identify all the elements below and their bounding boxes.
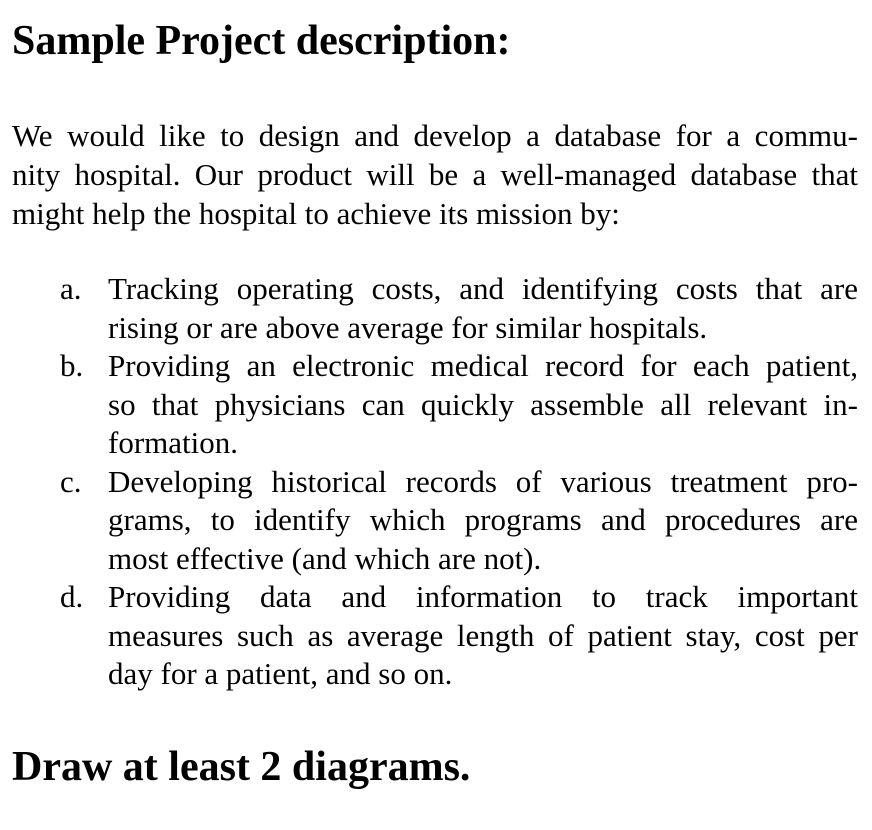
- intro-line: might help the hospital to achieve its mission by:: [12, 196, 620, 231]
- list-item-line: formation.: [108, 425, 238, 460]
- list-marker: c.: [60, 463, 82, 499]
- list-item-line: Providing an electronic medical record for each patient,: [108, 348, 858, 383]
- list-item-line: Providing data and information to track important: [108, 579, 858, 614]
- list-item-line: most effective (and which are not).: [108, 540, 542, 576]
- page-title: Sample Project description:: [12, 18, 511, 64]
- list-marker: a.: [60, 271, 82, 306]
- list-item-line: Developing historical records of various treatment pro-: [108, 463, 858, 499]
- list-item: [60, 578, 858, 694]
- list-item: [60, 270, 858, 347]
- mission-list: [60, 270, 858, 694]
- list-item-line: so that physicians can quickly assemble all relevant in-: [108, 386, 858, 422]
- list-item-line: grams, to identify which programs and procedures are: [108, 502, 858, 537]
- closing-instruction: Draw at least 2 diagrams.: [12, 744, 471, 790]
- list-item-line: Tracking operating costs, and identifying costs that are: [108, 271, 858, 306]
- list-marker: d.: [60, 579, 84, 614]
- list-marker: b.: [60, 348, 84, 383]
- list-item-line: rising or are above average for similar hospitals.: [108, 309, 708, 345]
- list-item: [60, 347, 858, 463]
- list-item-line: measures such as average length of patient stay, cost per: [108, 617, 858, 653]
- intro-paragraph: [12, 116, 858, 233]
- intro-line: We would like to design and develop a database for a commu-: [12, 118, 858, 153]
- list-item-line: day for a patient, and so on.: [108, 656, 453, 691]
- intro-line: nity hospital. Our product will be a well-managed database that: [12, 157, 858, 192]
- list-item: [60, 463, 858, 579]
